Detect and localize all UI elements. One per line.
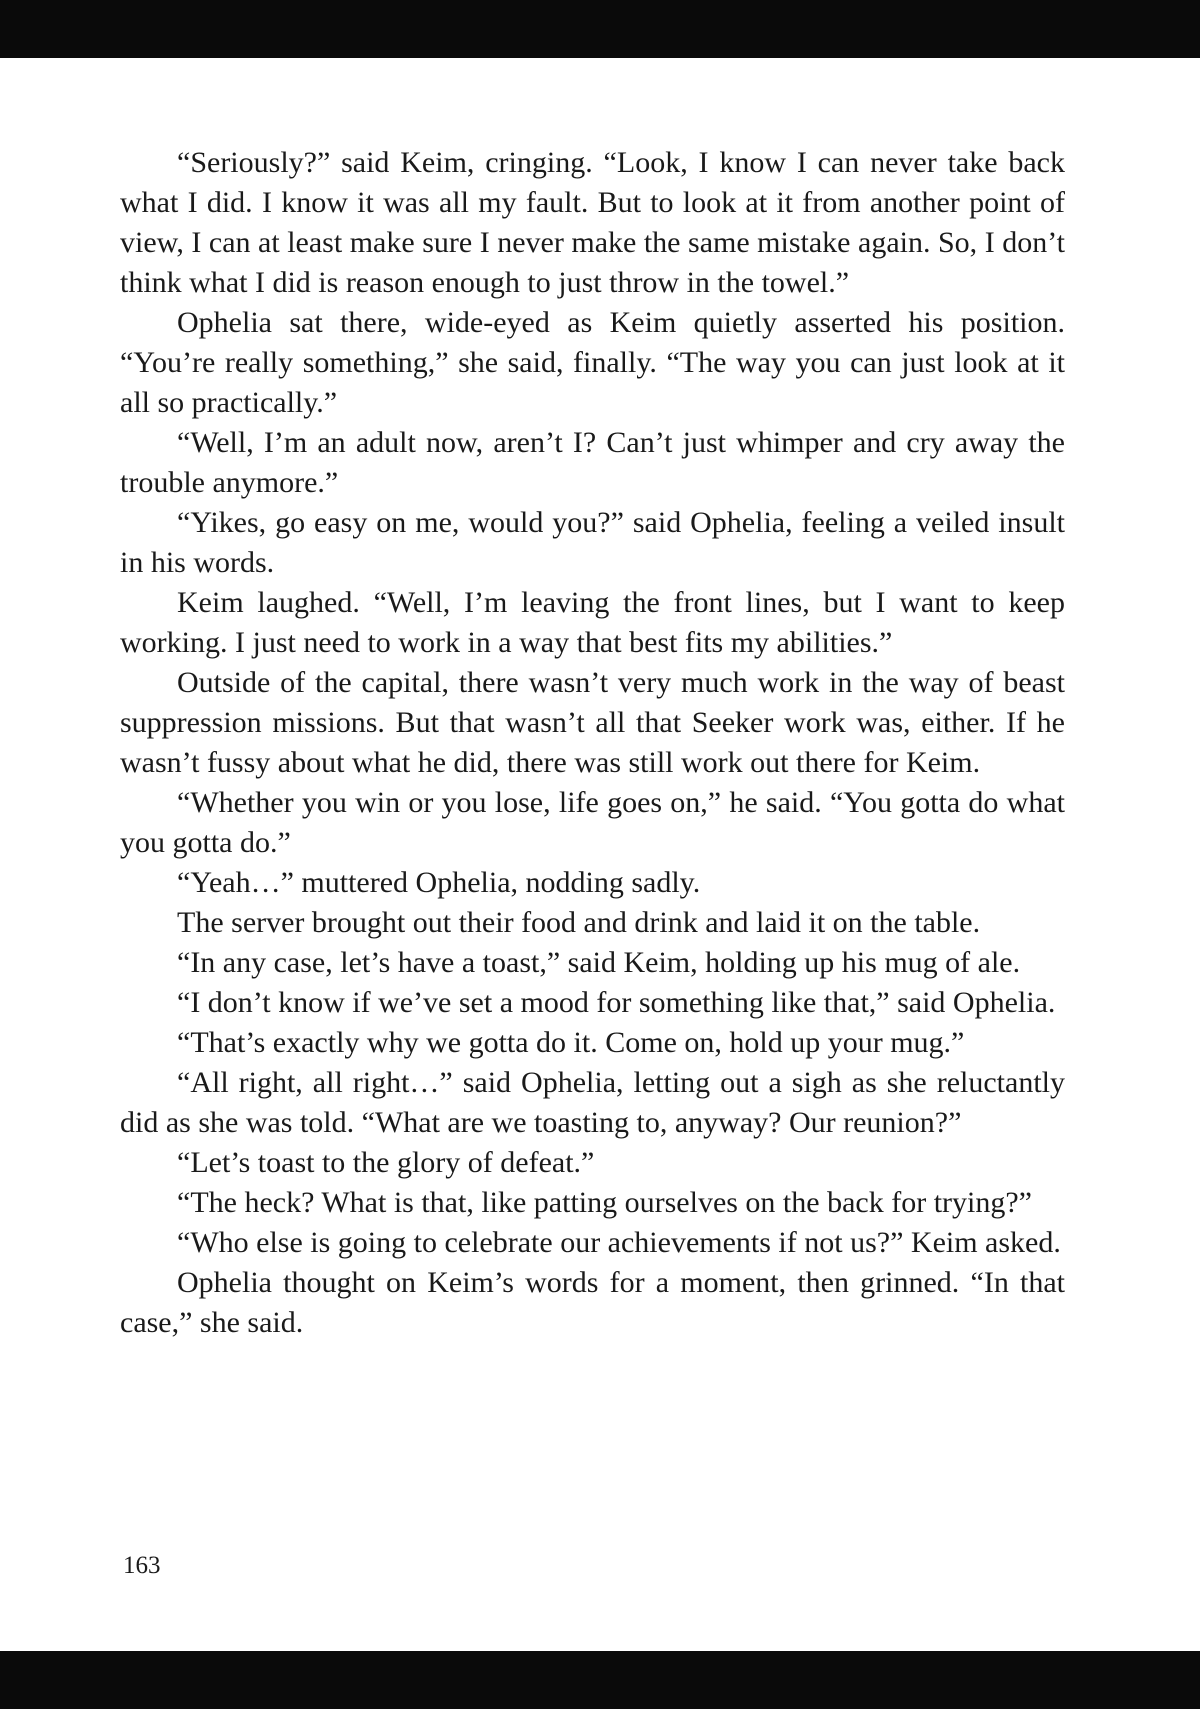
- paragraph: Ophelia sat there, wide-eyed as Keim quietly asserted his position. “You’re really something,” she said, finally. “The way you can just look at it all so practically.”: [120, 306, 1065, 419]
- paragraph: “Let’s toast to the glory of defeat.”: [177, 1146, 595, 1179]
- paragraph: The server brought out their food and drink and laid it on the table.: [177, 906, 981, 939]
- paragraph: “Who else is going to celebrate our achievements if not us?” Keim asked.: [177, 1226, 1061, 1259]
- paragraph: “Yikes, go easy on me, would you?” said Ophelia, feeling a veiled insult in his words.: [120, 506, 1065, 579]
- bottom-black-border: [0, 1651, 1200, 1709]
- paragraph: “Seriously?” said Keim, cringing. “Look, I know I can never take back what I did. I know it was all my fault. But to look at it from another point of view, I can at least make sure I never make the same mistake again. So, I don’t think what I did is reason enough to just throw in the towel.”: [120, 146, 1065, 299]
- paragraph: “I don’t know if we’ve set a mood for something like that,” said Ophelia.: [177, 986, 1056, 1019]
- paragraph: “All right, all right…” said Ophelia, letting out a sigh as she reluctantly did as she was told. “What are we toasting to, anyway? Our reunion?”: [120, 1066, 1065, 1139]
- page-number: 163: [123, 1552, 161, 1579]
- paragraph: “That’s exactly why we gotta do it. Come on, hold up your mug.”: [177, 1026, 965, 1059]
- paragraph: Ophelia thought on Keim’s words for a moment, then grinned. “In that case,” she said.: [120, 1266, 1065, 1339]
- paragraph: “In any case, let’s have a toast,” said Keim, holding up his mug of ale.: [177, 946, 1021, 979]
- paragraph: “Yeah…” muttered Ophelia, nodding sadly.: [177, 866, 701, 899]
- paragraph: Keim laughed. “Well, I’m leaving the front lines, but I want to keep working. I just need to work in a way that best fits my abilities.”: [120, 586, 1065, 659]
- paragraph: “The heck? What is that, like patting ourselves on the back for trying?”: [177, 1186, 1032, 1219]
- body-text: [120, 143, 1065, 1343]
- top-black-border: [0, 0, 1200, 58]
- paragraph: “Well, I’m an adult now, aren’t I? Can’t just whimper and cry away the trouble anymore.”: [120, 426, 1065, 499]
- paragraph: “Whether you win or you lose, life goes on,” he said. “You gotta do what you gotta do.”: [120, 786, 1065, 859]
- paragraph: Outside of the capital, there wasn’t very much work in the way of beast suppression missions. But that wasn’t all that Seeker work was, either. If he wasn’t fussy about what he did, there was still work out there for Keim.: [120, 666, 1065, 779]
